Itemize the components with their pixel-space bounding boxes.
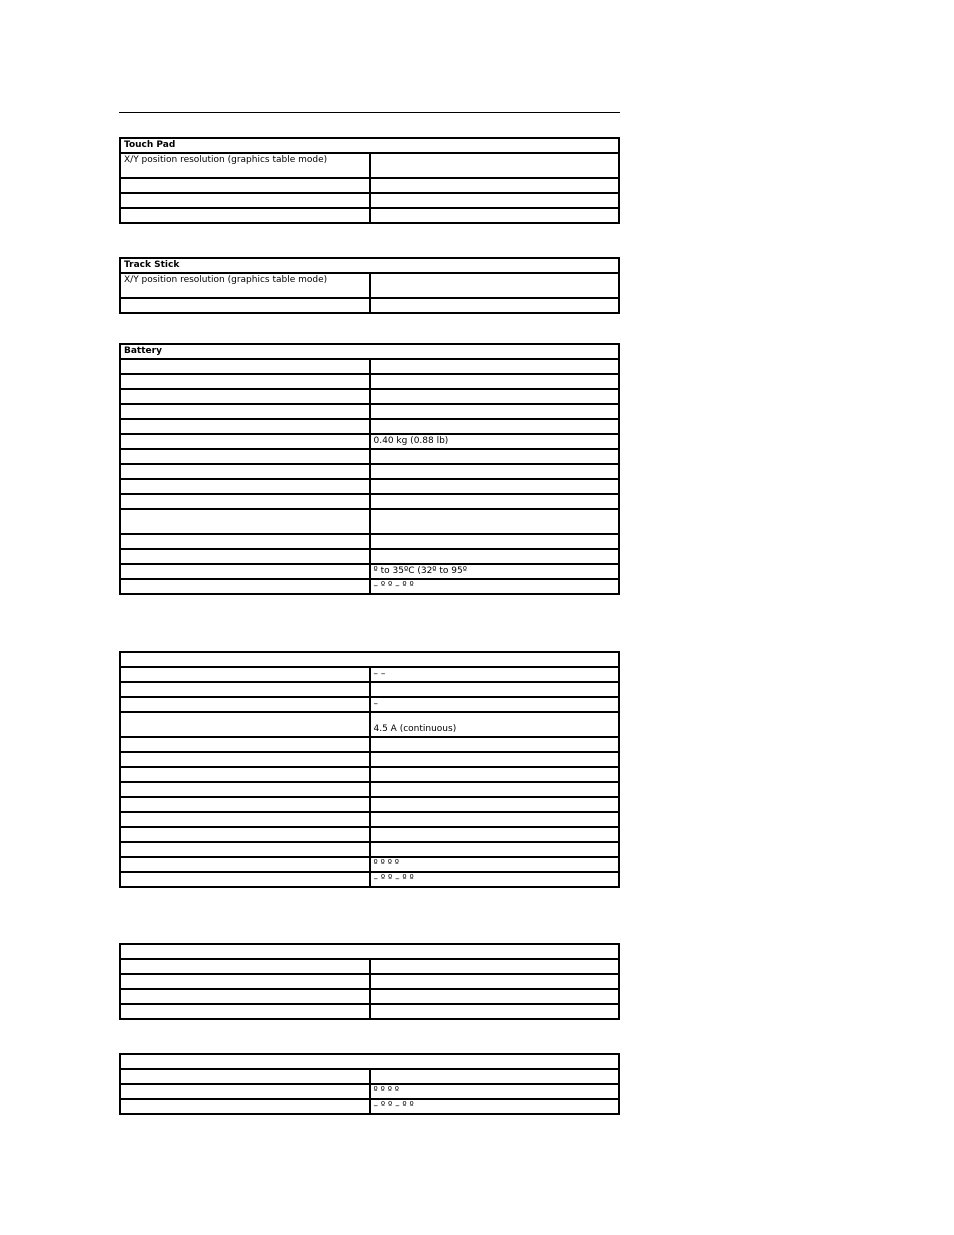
physical-value: [370, 974, 620, 989]
track-stick-label: X/Y position resolution (graphics table mode): [120, 273, 370, 298]
physical-label: [120, 1004, 370, 1019]
environmental-label: [120, 1099, 370, 1114]
touch-pad-label: [120, 193, 370, 208]
battery-value: [370, 389, 620, 404]
battery-value: [370, 464, 620, 479]
ac-adapter-value: [370, 782, 620, 797]
battery-value: [370, 359, 620, 374]
battery-label: [120, 534, 370, 549]
ac-adapter-label: [120, 872, 370, 887]
track-stick-table: [119, 257, 620, 314]
battery-label: [120, 549, 370, 564]
physical-value: [370, 989, 620, 1004]
physical-value: [370, 959, 620, 974]
touch-pad-header: Touch Pad: [120, 138, 619, 153]
ac-adapter-operating-temp-value: º º º º: [370, 857, 620, 872]
ac-adapter-label: [120, 812, 370, 827]
top-horizontal-rule: [119, 112, 620, 113]
battery-value: [370, 549, 620, 564]
battery-operating-temp-value: º to 35ºC (32º to 95º: [370, 564, 620, 579]
touch-pad-value: [370, 208, 620, 223]
ac-adapter-value: [370, 797, 620, 812]
ac-adapter-value: [370, 827, 620, 842]
battery-value: [370, 494, 620, 509]
touch-pad-label: [120, 208, 370, 223]
track-stick-value: [370, 273, 620, 298]
battery-label: [120, 419, 370, 434]
ac-adapter-label: [120, 767, 370, 782]
physical-header: [120, 944, 619, 959]
physical-label: [120, 989, 370, 1004]
battery-table: [119, 343, 620, 595]
battery-value: [370, 374, 620, 389]
ac-adapter-storage-temp-value: – º º – º º: [370, 872, 620, 887]
battery-label: [120, 494, 370, 509]
battery-label: [120, 509, 370, 534]
touch-pad-table: [119, 137, 620, 224]
ac-adapter-label: [120, 752, 370, 767]
battery-label: [120, 359, 370, 374]
battery-value: [370, 449, 620, 464]
battery-label: [120, 374, 370, 389]
ac-adapter-label: [120, 827, 370, 842]
environmental-label: [120, 1084, 370, 1099]
ac-adapter-value: –: [370, 697, 620, 712]
battery-storage-temp-value: – º º – º º: [370, 579, 620, 594]
environmental-operating-temp-value: º º º º: [370, 1084, 620, 1099]
battery-header: Battery: [120, 344, 619, 359]
track-stick-value: [370, 298, 620, 313]
battery-value: [370, 479, 620, 494]
environmental-header: [120, 1054, 619, 1069]
battery-label: [120, 449, 370, 464]
ac-adapter-value: [370, 767, 620, 782]
ac-adapter-current-value: 4.5 A (continuous): [370, 712, 620, 737]
touch-pad-label: X/Y position resolution (graphics table mode): [120, 153, 370, 178]
track-stick-label: [120, 298, 370, 313]
battery-value: [370, 509, 620, 534]
touch-pad-label: [120, 178, 370, 193]
physical-table: [119, 943, 620, 1020]
battery-weight-value: 0.40 kg (0.88 lb): [370, 434, 620, 449]
battery-label: [120, 479, 370, 494]
environmental-storage-temp-value: – º º – º º: [370, 1099, 620, 1114]
ac-adapter-value: [370, 812, 620, 827]
battery-value: [370, 419, 620, 434]
ac-adapter-value: – –: [370, 667, 620, 682]
ac-adapter-label: [120, 737, 370, 752]
ac-adapter-header: [120, 652, 619, 667]
ac-adapter-label: [120, 857, 370, 872]
physical-label: [120, 959, 370, 974]
battery-label: [120, 579, 370, 594]
touch-pad-value: [370, 178, 620, 193]
ac-adapter-label: [120, 667, 370, 682]
ac-adapter-value: [370, 737, 620, 752]
physical-label: [120, 974, 370, 989]
battery-value: [370, 404, 620, 419]
battery-label: [120, 389, 370, 404]
physical-value: [370, 1004, 620, 1019]
ac-adapter-label: [120, 697, 370, 712]
ac-adapter-label: [120, 782, 370, 797]
ac-adapter-label: [120, 842, 370, 857]
environmental-value: [370, 1069, 620, 1084]
ac-adapter-label: [120, 712, 370, 737]
track-stick-header: Track Stick: [120, 258, 619, 273]
ac-adapter-label: [120, 682, 370, 697]
environmental-label: [120, 1069, 370, 1084]
environmental-table: [119, 1053, 620, 1115]
ac-adapter-table: [119, 651, 620, 888]
ac-adapter-value: [370, 752, 620, 767]
battery-label: [120, 464, 370, 479]
battery-value: [370, 534, 620, 549]
touch-pad-value: [370, 193, 620, 208]
ac-adapter-value: [370, 682, 620, 697]
touch-pad-value: [370, 153, 620, 178]
ac-adapter-label: [120, 797, 370, 812]
battery-label: [120, 564, 370, 579]
battery-label: [120, 404, 370, 419]
battery-label: [120, 434, 370, 449]
ac-adapter-value: [370, 842, 620, 857]
